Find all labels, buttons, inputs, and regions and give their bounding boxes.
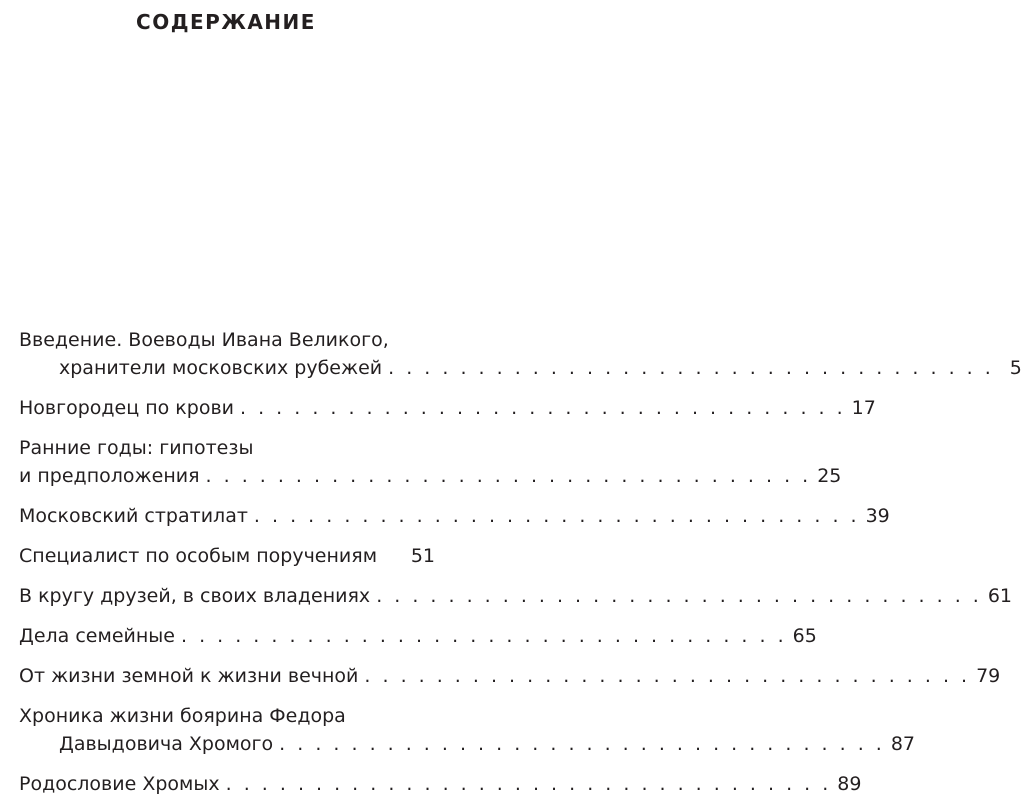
dot-leader: . . . . . . . . . . . . . . . . . . . . . . . . . . . . . . . . . . — [376, 585, 982, 607]
entry-title-line: Хроника жизни боярина Федора — [19, 705, 346, 727]
page-number: 89 — [837, 773, 862, 795]
entry-title-line: Родословие Хромых — [19, 773, 220, 795]
page-number: 65 — [792, 625, 817, 647]
entry-title-line: В кругу друзей, в своих владениях — [19, 585, 371, 607]
toc-entry-chronicle[interactable] — [19, 702, 916, 758]
entry-title-line: От жизни земной к жизни вечной — [19, 665, 359, 687]
page-number: 5 — [1009, 357, 1022, 379]
page-number: 25 — [817, 465, 842, 487]
toc-entry-family[interactable] — [19, 622, 817, 650]
dot-leader: . . . . . . . . . . . . . . . . . . . . . . . . . . . . . . . . . . — [205, 465, 812, 487]
toc-entry-friends[interactable] — [19, 582, 1013, 610]
dot-leader: . . . . . . . . . . . . . . . . . . . . . . . . . . . . . . . . . . — [279, 733, 885, 755]
entry-title-line: Дела семейные — [19, 625, 175, 647]
dot-leader: . . . . . . . . . . . . . . . . . . . . . . . . . . . . . . . . . . — [180, 625, 787, 647]
entry-title-line: хранители московских рубежей — [59, 357, 383, 379]
toc-entry-introduction[interactable] — [19, 326, 1022, 382]
toc-entry-novgorodets[interactable] — [19, 394, 876, 422]
page-number: 51 — [410, 545, 435, 567]
entry-title-line: Давыдовича Хромого — [59, 733, 274, 755]
entry-title-line: Новгородец по крови — [19, 397, 234, 419]
dot-leader: . . . . . . . . . . . . . . . . . . . . . . . . . . . . . . . . . . — [388, 357, 994, 379]
toc-entry-early-years[interactable] — [19, 434, 842, 490]
entry-title-line: Московский стратилат — [19, 505, 248, 527]
page-title: СОДЕРЖАНИЕ — [136, 10, 316, 34]
table-of-contents — [19, 326, 1022, 810]
toc-entry-specialist[interactable] — [19, 542, 435, 570]
page-number: 79 — [976, 665, 1001, 687]
toc-entry-genealogy[interactable] — [19, 770, 862, 798]
entry-title-line: и предположения — [19, 465, 200, 487]
dot-leader: . . . . . . . . . . . . . . . . . . . . . . . . . . . . . . . . . . — [240, 397, 846, 419]
toc-entry-eternal-life[interactable] — [19, 662, 1001, 690]
toc-entry-stratilat[interactable] — [19, 502, 890, 530]
page-number: 17 — [851, 397, 876, 419]
page-number: 61 — [987, 585, 1013, 607]
dot-leader: . . . . . . . . . . . . . . . . . . . . . . . . . . . . . . . . . . — [225, 773, 832, 795]
entry-title-line: Специалист по особым поручениям — [19, 545, 378, 567]
page-number: 39 — [865, 505, 890, 527]
entry-title-line: Ранние годы: гипотезы — [19, 437, 254, 459]
page-number: 87 — [890, 733, 916, 755]
dot-leader: . . . . . . . . . . . . . . . . . . . . . . . . . . . . . . . . . . — [253, 505, 860, 527]
entry-title-line: Введение. Воеводы Ивана Великого, — [19, 329, 389, 351]
dot-leader: . . . . . . . . . . . . . . . . . . . . . . . . . . . . . . . . . . — [364, 665, 971, 687]
